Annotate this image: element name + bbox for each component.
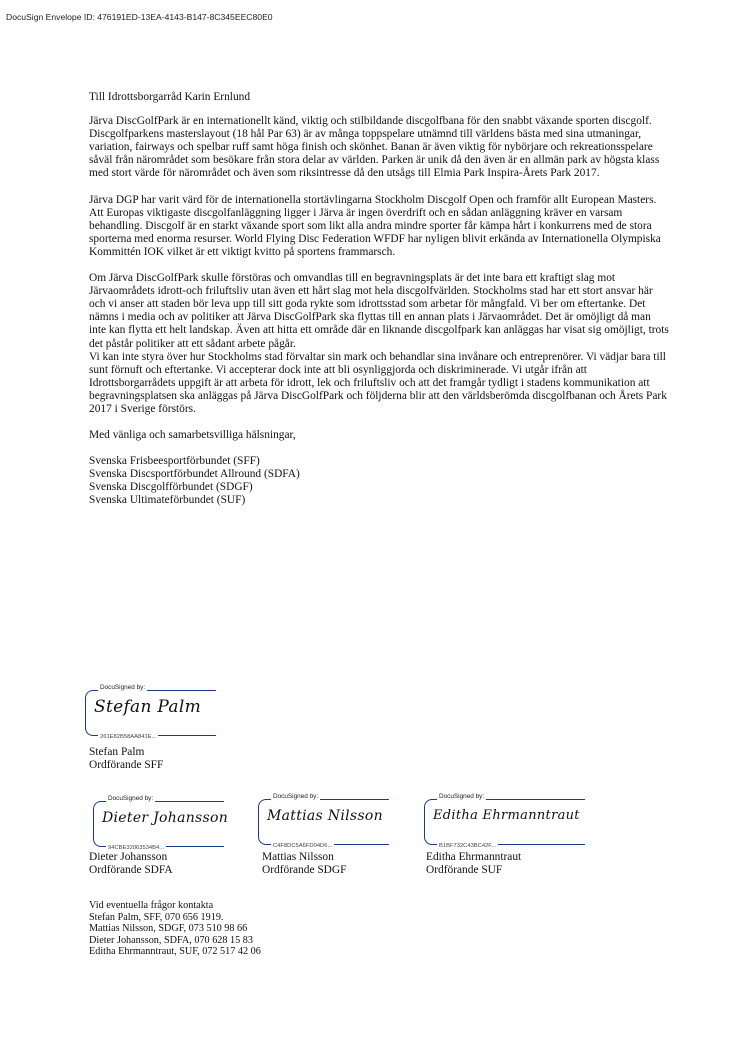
- closing: Med vänliga och samarbetsvilliga hälsningar,: [89, 429, 296, 442]
- docusigned-label: DocuSigned by:: [108, 795, 154, 802]
- signer-editha-ehrmanntraut: [426, 851, 521, 877]
- signature-hash: C4F8DC5A6FD04D6...: [273, 843, 333, 849]
- paragraph-3: [89, 272, 669, 416]
- contact-item: Editha Ehrmanntraut, SUF, 072 517 42 06: [89, 946, 261, 958]
- signer-stefan-palm: [89, 746, 163, 772]
- organization-item: Svenska Discsportförbundet Allround (SDFA): [89, 468, 300, 481]
- signer-role: Ordförande SUF: [426, 864, 503, 877]
- docusign-box-stefan-palm: [85, 684, 216, 740]
- handwritten-signature: Editha Ehrmanntraut: [433, 808, 580, 823]
- handwritten-signature: Dieter Johansson: [102, 810, 229, 826]
- organization-list: [89, 455, 669, 507]
- contact-list: [89, 900, 261, 958]
- handwritten-signature: Mattias Nilsson: [267, 808, 383, 824]
- signer-dieter-johansson: [89, 851, 173, 877]
- handwritten-signature: Stefan Palm: [94, 697, 201, 717]
- contact-item: Mattias Nilsson, SDGF, 073 510 98 66: [89, 923, 248, 935]
- paragraph-2: Järva DGP har varit värd för de internationella stortävlingarna Stockholm Discgolf Open och framför allt European Masters. Att Europas viktigaste discgolfanläggning ligger i Järva är ingen överdrift och en sådan anläggning kräver en varsam behandling. Discgolf är en starkt växande sport som likt alla andra mindre sporter får kämpa hårt i konkurrens med de stora sporterna med enorma resurser. World Flying Disc Federation WFDF har nyligen blivit erkända av Internationella Olympiska Kommittén IOK vilket är ett viktigt kvitto på sportens frammarsch.: [89, 193, 661, 258]
- organization-item: Svenska Frisbeesportförbundet (SFF): [89, 455, 260, 468]
- signer-name: Stefan Palm: [89, 746, 145, 758]
- signer-name: Editha Ehrmanntraut: [426, 851, 522, 863]
- docusigned-label: DocuSigned by:: [273, 793, 319, 800]
- signature-hash: B1BF732C43BC42F...: [439, 843, 497, 849]
- paragraph-1: Järva DiscGolfPark är en internationellt känd, viktig och stilbildande discgolfbana för den snabbt växande sporten discgolf. Discgolfparkens masterslayout (18 hål Par 63) är av många toppspelare utnämnd till världens bästa med sina utmaningar, variation, fairways och spelbar ruff samt höga finish och skönhet. Banan är även viktig för nybörjare och rekreationsspelare såväl från närområdet som besökare från stora delar av världen. Parken är unik då den även är en allmän park av högsta klass med stort värde för närområdet och även som riksintresse då den utsågs till Elmia Park Inspira-Årets Park 2017.: [89, 115, 660, 180]
- docusign-box-editha-ehrmanntraut: [424, 793, 585, 849]
- signer-role: Ordförande SFF: [89, 759, 164, 772]
- letter-body: [89, 91, 669, 521]
- docusign-box-dieter-johansson: [93, 795, 229, 851]
- salutation: Till Idrottsborgarråd Karin Ernlund: [89, 91, 251, 103]
- docusigned-label: DocuSigned by:: [100, 684, 146, 691]
- signer-name: Dieter Johansson: [89, 851, 168, 863]
- contact-item: Dieter Johansson, SDFA, 070 628 15 83: [89, 934, 253, 946]
- paragraph-3-part-a: Om Järva DiscGolfPark skulle förstöras och omvandlas till en begravningsplats är det inte bara ett kraftigt slag mot Järvaområdets idrott-och friluftsliv utan även ett hårt slag mot hela discgolfvärlden. Stockholms stad har ett stort ansvar här och vi anser att staden bör leva upp till sitt goda rykte som idrottsstad som arbetar för mångfald. Vi ber om eftertanke. Det nämns i media och av politiker att Järva DiscGolfPark ska flyttas till en annan plats i Järvaområdet. Det är omöjligt då man inte kan flytta ett helt landskap. Även att hitta ett område där en liknande discgolfpark kan anläggas har visat sig omöjligt, trots det påstår politiker att ett sådant arbete pågår.: [89, 272, 669, 350]
- docusigned-label: DocuSigned by:: [439, 793, 485, 800]
- organization-item: Svenska Ultimateförbundet (SUF): [89, 494, 246, 507]
- signer-role: Ordförande SDFA: [89, 864, 173, 877]
- contact-item: Stefan Palm, SFF, 070 656 1919.: [89, 911, 224, 923]
- organization-item: Svenska Discgolfförbundet (SDGF): [89, 481, 253, 494]
- signer-mattias-nilsson: [262, 851, 346, 877]
- signer-role: Ordförande SDGF: [262, 864, 347, 877]
- signature-hash: 94CBE32063534B4...: [108, 845, 165, 851]
- contact-heading: Vid eventuella frågor kontakta: [89, 900, 214, 911]
- docusign-box-mattias-nilsson: [258, 793, 389, 849]
- envelope-id: DocuSign Envelope ID: 476191ED-13EA-4143-B147-8C345EEC80E0: [6, 12, 273, 22]
- signature-hash: 261E82B58AA841E...: [100, 734, 157, 740]
- paragraph-3-part-b: Vi kan inte styra över hur Stockholms stad förvaltar sin mark och behandlar sina invånare och entreprenörer. Vi vädjar bara till sunt förnuft och eftertanke. Vi accepterar dock inte att bli osynliggjorda och diskriminerade. Vi utgår ifrån att Idrottsborgarrådets uppgift är att arbeta för idrott, lek och friluftsliv och att det framgår tydligt i stadens kommunikation att begravningsplatsen ska anläggas på Järva DiscGolfPark och följderna blir att den världsberömda discgolfbanan och Årets Park 2017 i Sverige förstörs.: [89, 350, 667, 415]
- signer-name: Mattias Nilsson: [262, 851, 334, 863]
